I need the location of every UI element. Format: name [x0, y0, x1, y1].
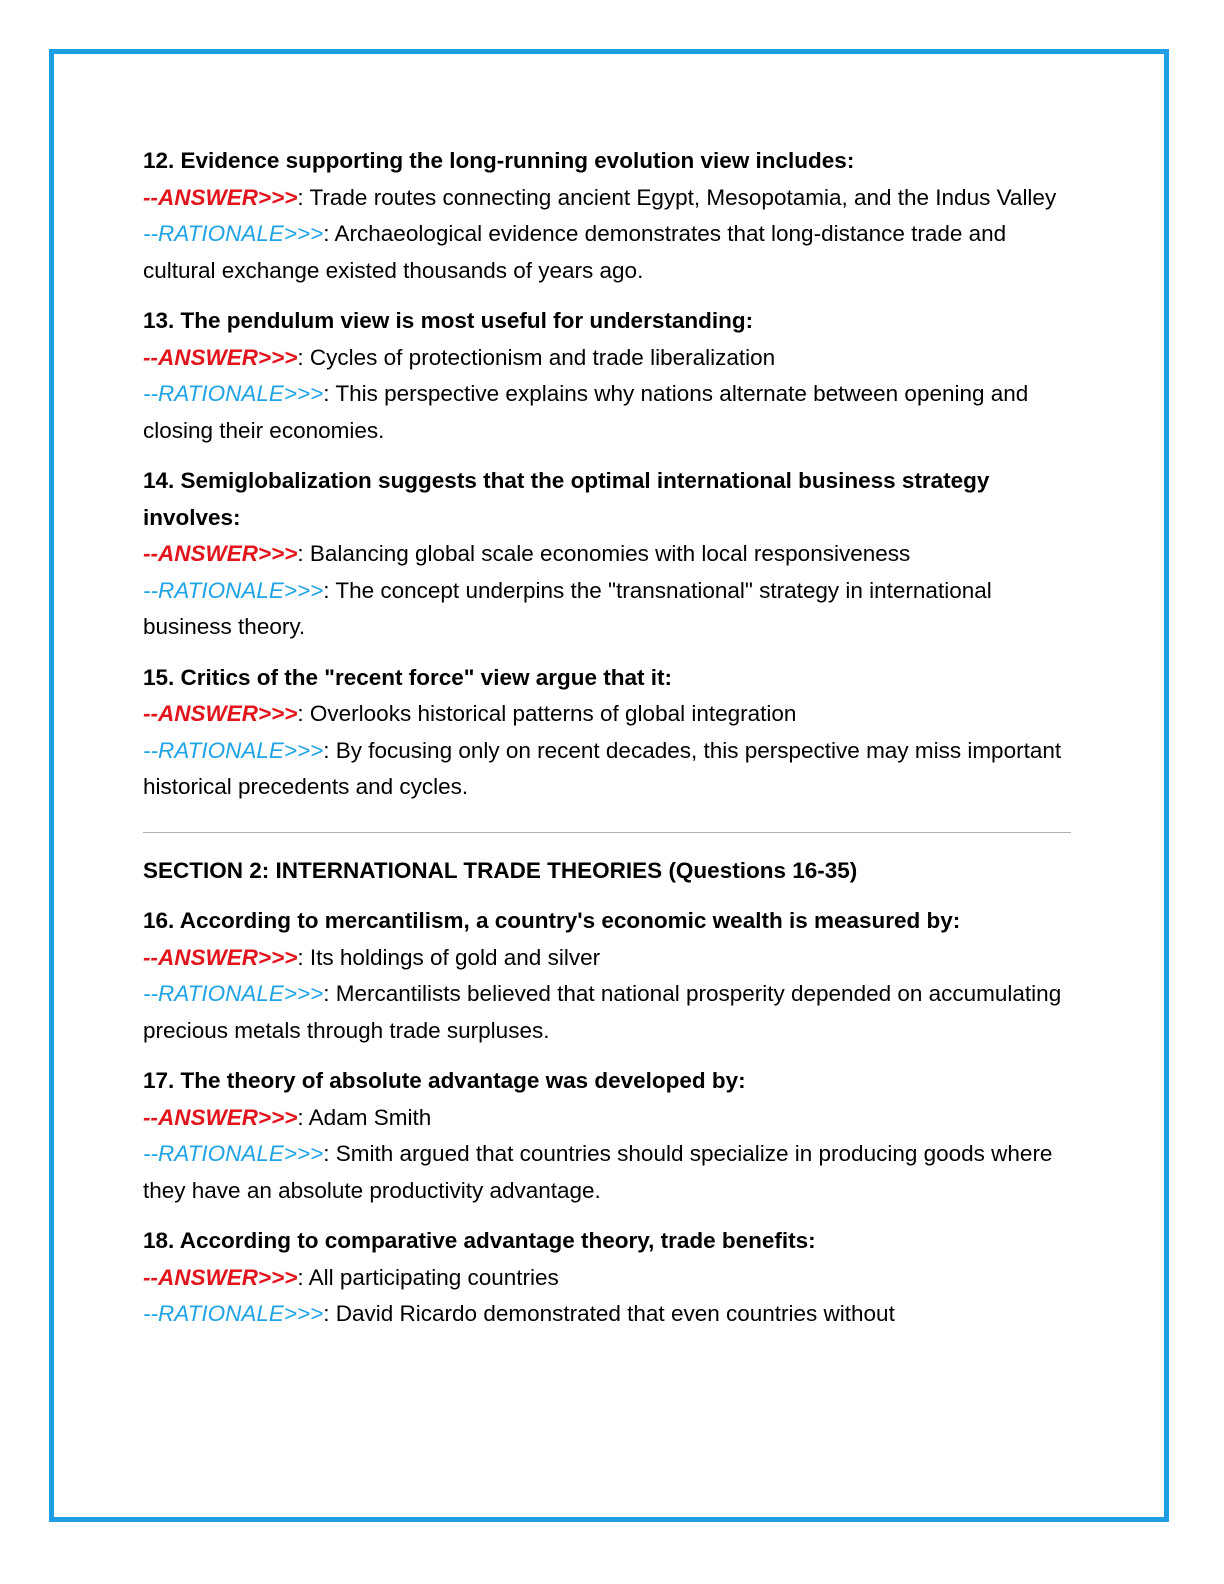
- rationale-label: --RATIONALE>>>: [143, 221, 324, 246]
- answer-label: --ANSWER>>>: [143, 184, 298, 210]
- rationale-text: : Mercantilists believed that national prosperity depended on accumulating precious metals through trade surpluses.: [143, 981, 1062, 1043]
- question-18: 18. According to comparative advantage theory, trade benefits:: [143, 1228, 816, 1253]
- answer-text: : Overlooks historical patterns of global integration: [297, 701, 797, 726]
- answer-15: [143, 696, 1073, 733]
- qa-item-18: [143, 1223, 1073, 1333]
- rationale-text: : The concept underpins the "transnational" strategy in international business theory.: [143, 577, 992, 639]
- qa-item-15: [143, 660, 1073, 806]
- section-divider: [143, 832, 1071, 833]
- answer-label: --ANSWER>>>: [143, 701, 298, 726]
- answer-label: --ANSWER>>>: [143, 344, 298, 370]
- answer-text: : Balancing global scale economies with local responsiveness: [297, 541, 911, 566]
- rationale-label: --RATIONALE>>>: [143, 1301, 324, 1326]
- answer-text: : All participating countries: [297, 1264, 559, 1290]
- qa-item-16: [143, 903, 1073, 1049]
- question-13: 13. The pendulum view is most useful for understanding:: [143, 308, 754, 333]
- rationale-label: --RATIONALE>>>: [143, 737, 324, 763]
- answer-17: [143, 1100, 1073, 1137]
- answer-14: [143, 536, 1073, 573]
- answer-text: : Its holdings of gold and silver: [297, 944, 601, 970]
- answer-label: --ANSWER>>>: [143, 1264, 298, 1290]
- rationale-18: [143, 1296, 1073, 1333]
- answer-13: [143, 340, 1073, 377]
- answer-label: --ANSWER>>>: [143, 944, 298, 970]
- answer-label: --ANSWER>>>: [143, 541, 298, 566]
- question-12: 12. Evidence supporting the long-running evolution view includes:: [143, 148, 855, 173]
- rationale-label: --RATIONALE>>>: [143, 381, 324, 406]
- rationale-17: [143, 1136, 1073, 1209]
- rationale-text: : By focusing only on recent decades, this perspective may miss important historical precedents and cycles.: [143, 737, 1062, 799]
- answer-text: : Cycles of protectionism and trade liberalization: [297, 344, 776, 370]
- question-16: 16. According to mercantilism, a country's economic wealth is measured by:: [143, 908, 961, 933]
- rationale-16: [143, 976, 1073, 1049]
- rationale-13: [143, 376, 1073, 449]
- qa-item-12: [143, 143, 1073, 289]
- rationale-label: --RATIONALE>>>: [143, 577, 324, 603]
- qa-item-14: [143, 463, 1073, 646]
- rationale-15: [143, 733, 1073, 806]
- rationale-text: : Archaeological evidence demonstrates that long-distance trade and cultural exchange existed thousands of years ago.: [143, 221, 1007, 283]
- answer-16: [143, 940, 1073, 977]
- question-15: 15. Critics of the "recent force" view argue that it:: [143, 664, 672, 690]
- question-17: 17. The theory of absolute advantage was developed by:: [143, 1068, 746, 1093]
- qa-item-13: [143, 303, 1073, 449]
- answer-12: [143, 180, 1073, 217]
- rationale-text: : David Ricardo demonstrated that even countries without: [323, 1301, 895, 1326]
- rationale-text: : Smith argued that countries should specialize in producing goods where they have an absolute productivity advantage.: [143, 1141, 1053, 1203]
- section-title: SECTION 2: INTERNATIONAL TRADE THEORIES (Questions 16-35): [143, 857, 858, 883]
- rationale-text: : This perspective explains why nations alternate between opening and closing their economies.: [143, 381, 1029, 443]
- rationale-14: [143, 573, 1073, 646]
- document-content: [143, 143, 1073, 1347]
- qa-item-17: [143, 1063, 1073, 1209]
- answer-text: : Adam Smith: [297, 1104, 432, 1130]
- answer-label: --ANSWER>>>: [143, 1104, 298, 1130]
- answer-text: : Trade routes connecting ancient Egypt, Mesopotamia, and the Indus Valley: [297, 184, 1057, 210]
- question-14: 14. Semiglobalization suggests that the optimal international business strategy involves:: [143, 468, 990, 530]
- answer-18: [143, 1260, 1073, 1297]
- rationale-label: --RATIONALE>>>: [143, 981, 324, 1006]
- rationale-label: --RATIONALE>>>: [143, 1141, 324, 1166]
- rationale-12: [143, 216, 1073, 289]
